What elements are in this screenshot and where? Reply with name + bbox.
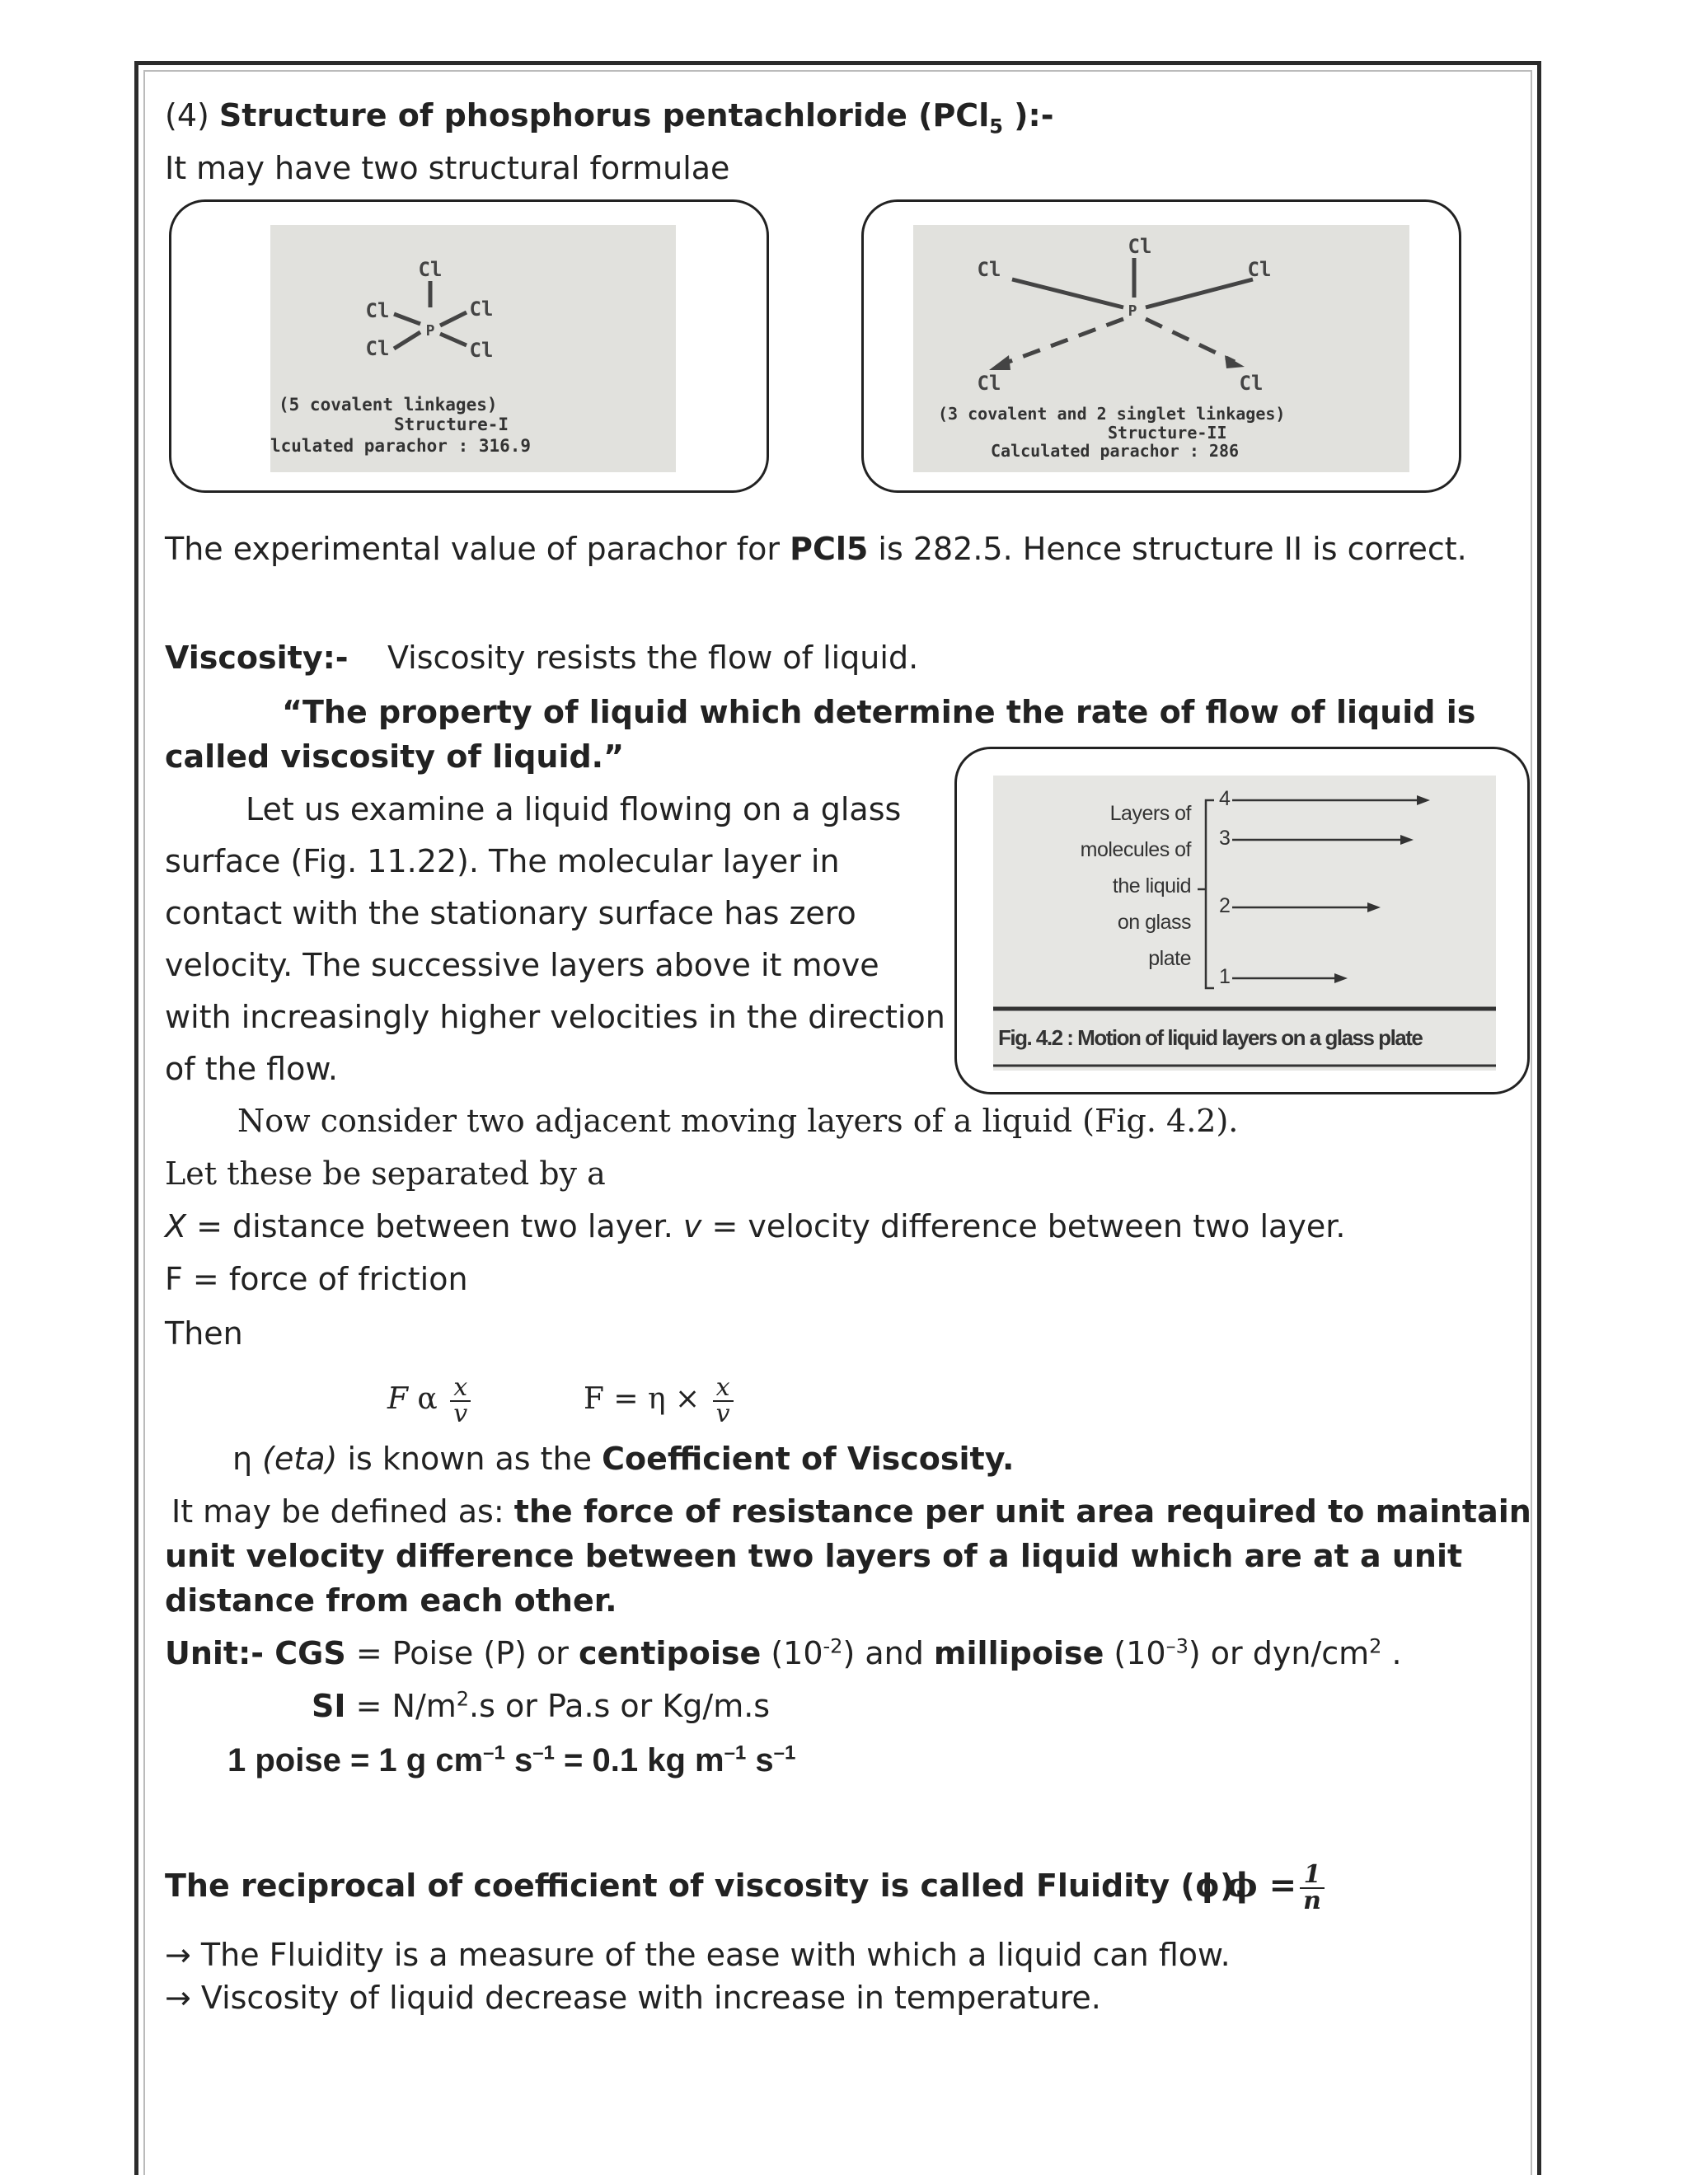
fig-label-line-4: on glass (1117, 911, 1191, 934)
figure-4-2-image (993, 776, 1496, 1071)
eta-statement: η (eta) is known as the Coefficient of Viscosity. (232, 1441, 1015, 1477)
s1-atom-cl-left-lower: Cl (365, 337, 390, 360)
s2-atom-cl-left-lower: Cl (977, 372, 1001, 395)
then-text: Then (165, 1315, 243, 1352)
coefficient-definition-2: unit velocity difference between two layers of a liquid which are at a unit (165, 1538, 1463, 1574)
flow-para-line-6: of the flow. (165, 1051, 339, 1087)
equation-proportional: F α $\frac{x}{v}$ (387, 1366, 474, 1432)
parachor-conclusion: The experimental value of parachor for PCl5 is 282.5. Hence structure II is correct. (165, 531, 1467, 567)
flow-para-line-5: with increasingly higher velocities in the direction (165, 999, 945, 1035)
s1-caption-linkages: (5 covalent linkages) (279, 395, 498, 415)
section-heading: (4) Structure of phosphorus pentachloride (PCl$_5$ ):- (165, 97, 1054, 138)
flow-para-line-3: contact with the stationary surface has zero (165, 895, 856, 931)
flow-para-line-1: Let us examine a liquid flowing on a glass (246, 791, 902, 827)
coefficient-definition-3: distance from each other. (165, 1582, 617, 1619)
unit-cgs: Unit:- CGS = Poise (P) or centipoise $(10^{-2})$ and millipoise $(10^{-3})$ or dyn/$cm^2$ . (165, 1634, 1402, 1671)
poise-conversion: 1 poise = 1 g $cm^{-1}$ $s^{-1} = 0.1$ kg $m^{-1}$ $s^{-1}$ (227, 1741, 796, 1779)
s2-atom-cl-right-lower: Cl (1239, 372, 1264, 395)
fluidity-equation: ϕ = $\frac{1}{n}$ (1226, 1846, 1328, 1925)
viscosity-definition-2: called viscosity of liquid.” (165, 738, 625, 775)
structure-2-frame (861, 199, 1461, 493)
s2-caption-parachor: Calculated parachor : 286 (991, 441, 1240, 461)
fig-label-line-1: Layers of (1109, 802, 1191, 825)
fluidity-statement: The reciprocal of coefficient of viscosity is called Fluidity (ϕ). (165, 1868, 1246, 1904)
s1-atom-cl-right-lower: Cl (469, 339, 494, 362)
coefficient-definition-1: It may be defined as: the force of resistance per unit area required to maintain (171, 1493, 1531, 1530)
flow-para-line-2: surface (Fig. 11.22). The molecular layer in (165, 843, 840, 879)
s1-atom-cl-left-upper: Cl (365, 299, 390, 322)
flow-para-line-4: velocity. The successive layers above it move (165, 947, 879, 983)
structure-1-image (270, 225, 676, 472)
s1-atom-cl-right-upper: Cl (469, 298, 494, 321)
fig-label-line-5: plate (1148, 947, 1191, 970)
viscosity-definition-1: “The property of liquid which determine the rate of flow of liquid is (282, 694, 1476, 730)
s1-caption-parachor: lculated parachor : 316.9 (270, 436, 532, 456)
s2-atom-p: P (1128, 302, 1137, 320)
fig-label-line-3: the liquid (1112, 874, 1191, 898)
serif-line-2: Let these be separated by a (165, 1155, 606, 1192)
figure-4-2-frame (954, 747, 1530, 1094)
s2-caption-linkages: (3 covalent and 2 singlet linkages) (938, 404, 1286, 424)
structure-1-frame (169, 199, 769, 493)
s1-atom-p: P (425, 322, 435, 340)
viscosity-label: Viscosity:- (165, 640, 349, 676)
fig-label-line-2: molecules of (1080, 838, 1191, 861)
structure-1-diagram (270, 225, 676, 472)
structure-2-image (913, 225, 1409, 472)
unit-si: SI = $N/m^2.s$ or Pa.s or Kg/m.s (312, 1687, 771, 1724)
s2-atom-cl-left-upper: Cl (977, 258, 1001, 281)
equation-eta: F = η × $\frac{x}{v}$ (584, 1366, 737, 1432)
serif-line-1: Now consider two adjacent moving layers of a liquid (Fig. 4.2). (237, 1103, 1239, 1139)
s2-caption-structure: Structure-II (1108, 423, 1227, 443)
bullet-temperature: → Viscosity of liquid decrease with increase in temperature. (165, 1980, 1101, 2016)
fig-layer-1: 1 (1219, 965, 1231, 988)
bullet-fluidity: → The Fluidity is a measure of the ease with which a liquid can flow. (165, 1937, 1231, 1973)
fig-layer-2: 2 (1219, 894, 1231, 917)
intro-text: It may have two structural formulae (165, 150, 730, 186)
s2-atom-cl-right-upper: Cl (1247, 258, 1272, 281)
s1-atom-cl-top: Cl (418, 258, 443, 281)
fig-layer-3: 3 (1219, 827, 1231, 850)
viscosity-summary: Viscosity resists the flow of liquid. (387, 640, 919, 676)
definition-f: F = force of friction (165, 1261, 468, 1297)
s1-caption-structure: Structure-I (394, 415, 509, 434)
s2-atom-cl-top: Cl (1128, 235, 1152, 258)
fig-caption: Fig. 4.2 : Motion of liquid layers on a glass plate (998, 1025, 1423, 1050)
fig-layer-4: 4 (1219, 787, 1231, 810)
definition-x-v: X = distance between two layer. v = velocity difference between two layer. (165, 1208, 1346, 1244)
